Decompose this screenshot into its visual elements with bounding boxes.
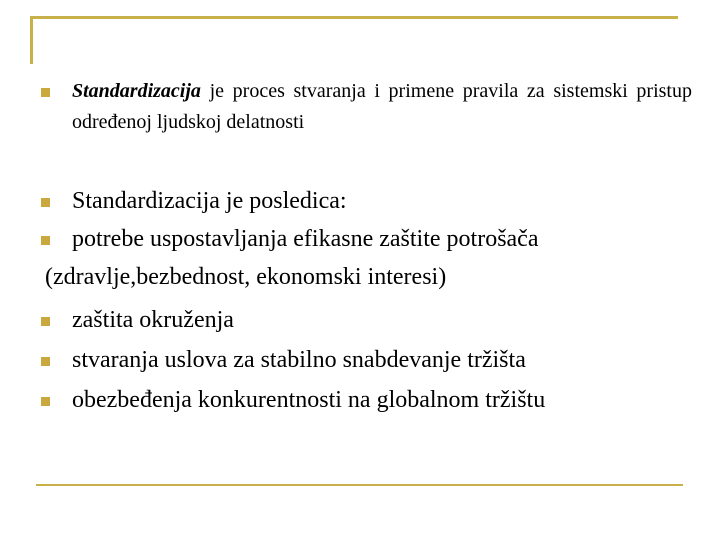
bullet-square-icon [41, 397, 50, 406]
bullet-square-icon [41, 198, 50, 207]
bullet-square-icon [41, 236, 50, 245]
bullet-square-icon [41, 357, 50, 366]
list-item: potrebe uspostavljanja efikasne zaštite potrošača [72, 226, 539, 252]
bullet-square-icon [41, 317, 50, 326]
definition-paragraph [72, 76, 692, 138]
definition-text: je proces stvaranja i primene pravila za sistemski pristup određenoj ljudskoj delatnosti [72, 80, 692, 133]
frame-left-line [30, 16, 33, 64]
frame-top-line [30, 16, 678, 19]
list-item: stvaranja uslova za stabilno snabdevanje tržišta [72, 347, 526, 373]
bottom-rule-line [36, 484, 683, 486]
list-heading: Standardizacija je posledica: [72, 188, 347, 214]
bullet-square-icon [41, 88, 50, 97]
list-item: obezbeđenja konkurentnosti na globalnom tržištu [72, 387, 546, 413]
definition-term: Standardizacija [72, 80, 201, 102]
list-item: zaštita okruženja [72, 307, 234, 333]
list-item-continuation: (zdravlje,bezbednost, ekonomski interesi) [45, 264, 447, 290]
